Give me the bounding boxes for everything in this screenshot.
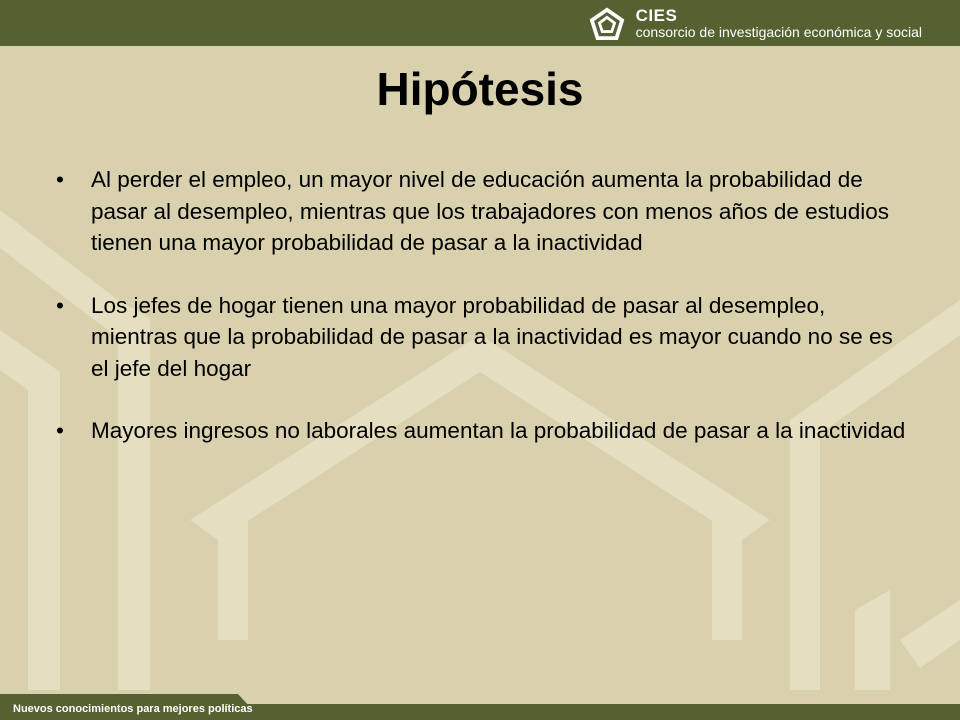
logo-tagline: consorcio de investigación económica y social: [635, 24, 922, 40]
bullet-text: Los jefes de hogar tienen una mayor probabilidad de pasar al desempleo, mientras que la probabilidad de pasar a la inactividad es mayor cuando no se es el jefe del hogar: [91, 292, 893, 381]
bullet-symbol: •: [56, 167, 64, 192]
pentagon-logo-icon: [588, 7, 626, 41]
bullet-item: [56, 415, 916, 447]
bullet-symbol: •: [56, 292, 64, 318]
bullet-text: Al perder el empleo, un mayor nivel de educación aumenta la probabilidad de pasar al desempleo, mientras que los trabajadores con menos años de estudios tienen una mayor probabilidad de pasar a la inactividad: [91, 167, 889, 255]
bullet-item: [56, 290, 916, 385]
bullet-item: [56, 164, 916, 259]
bullet-symbol: •: [56, 418, 64, 443]
bullet-text: Mayores ingresos no laborales aumentan la probabilidad de pasar a la inactividad: [91, 418, 906, 443]
header-bar: [0, 0, 960, 46]
bullet-list: [56, 164, 916, 478]
footer-slogan: Nuevos conocimientos para mejores políticas: [13, 703, 253, 715]
logo-name: CIES: [635, 6, 678, 25]
logo-text: [636, 7, 922, 41]
cies-logo: [588, 6, 922, 42]
slide-title: Hipótesis: [376, 63, 584, 115]
